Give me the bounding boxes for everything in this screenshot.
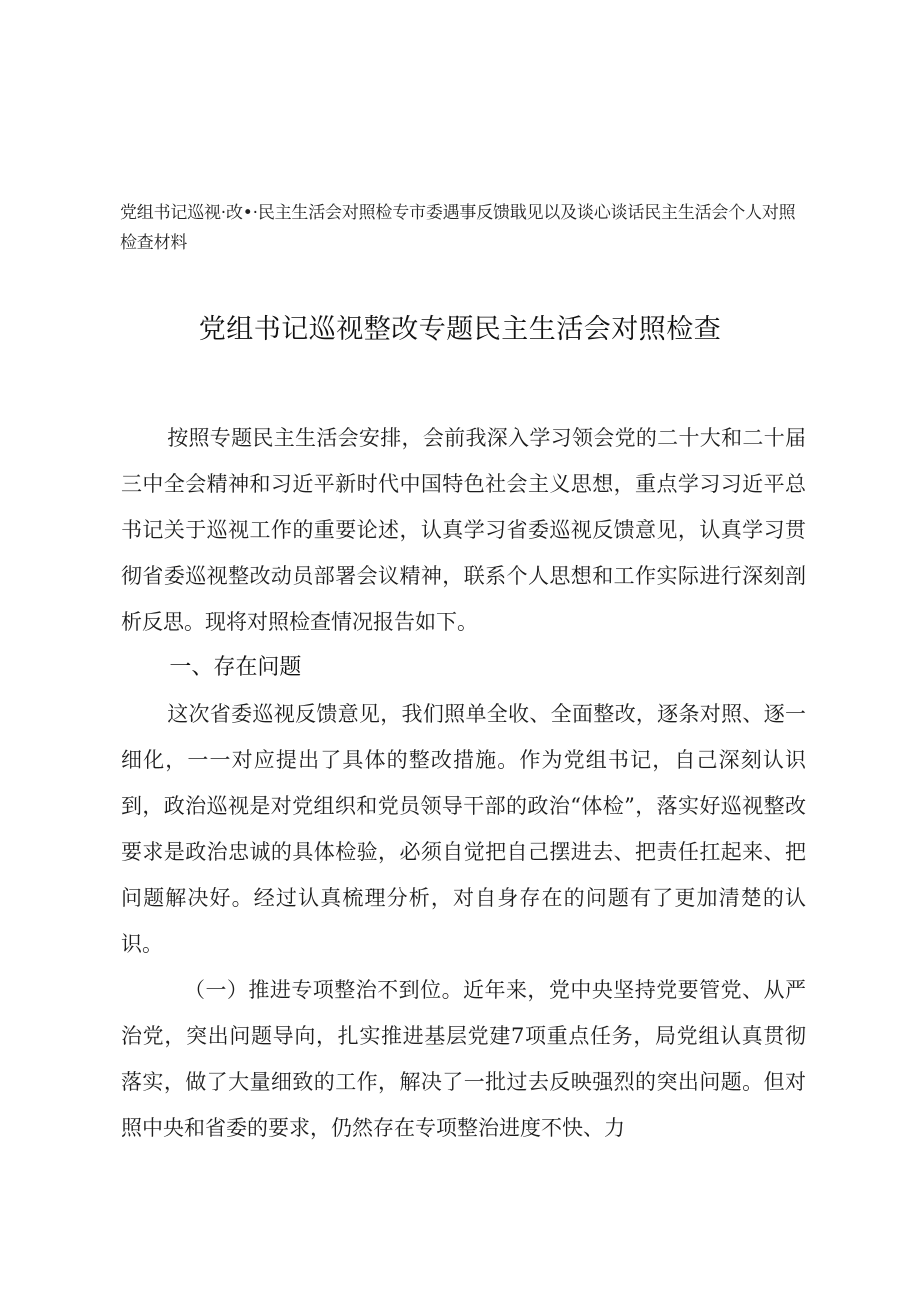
section-one-paragraph: 这次省委巡视反馈意见，我们照单全收、全面整改，逐条对照、逐一细化，一一对应提出了具体的整改措施。作为党组书记，自己深刻认识到，政治巡视是对党组织和党员领导干部的政治“体检”，落实好巡视整改要求是政治忠诚的具体检验，必须自觉把自己摆进去、把责任扛起来、把问题解决好。经过认真梳理分析，对自身存在的问题有了更加清楚的认识。	[121, 702, 806, 956]
page-title: 党组书记巡视整改专题民主生活会对照检查	[198, 314, 722, 345]
section-heading-existing-problems: 一、存在问题	[169, 655, 302, 680]
header-note: 党组书记巡视·改•·民主生活会对照检专市委遇事反馈戢见以及谈心谈话民主生活会个人对照检查材料	[120, 203, 796, 253]
document-body	[121, 415, 806, 1151]
item-one-paragraph: （一）推进专项整治不到位。近年来，党中央坚持党要管党、从严治党，突出问题导向，扎实推进基层党建7项重点任务，局党组认真贯彻落实，做了大量细致的工作，解决了一批过去反映强烈的突出问题。但对照中央和省委的要求，仍然存在专项整治进度不快、力	[121, 978, 806, 1140]
intro-paragraph: 按照专题民主生活会安排，会前我深入学习领会党的二十大和二十届三中全会精神和习近平新时代中国特色社会主义思想，重点学习习近平总书记关于巡视工作的重要论述，认真学习省委巡视反馈意见，认真学习贯彻省委巡视整改动员部署会议精神，联系个人思想和工作实际进行深刻剖析反思。现将对照检查情况报告如下。	[121, 426, 806, 634]
